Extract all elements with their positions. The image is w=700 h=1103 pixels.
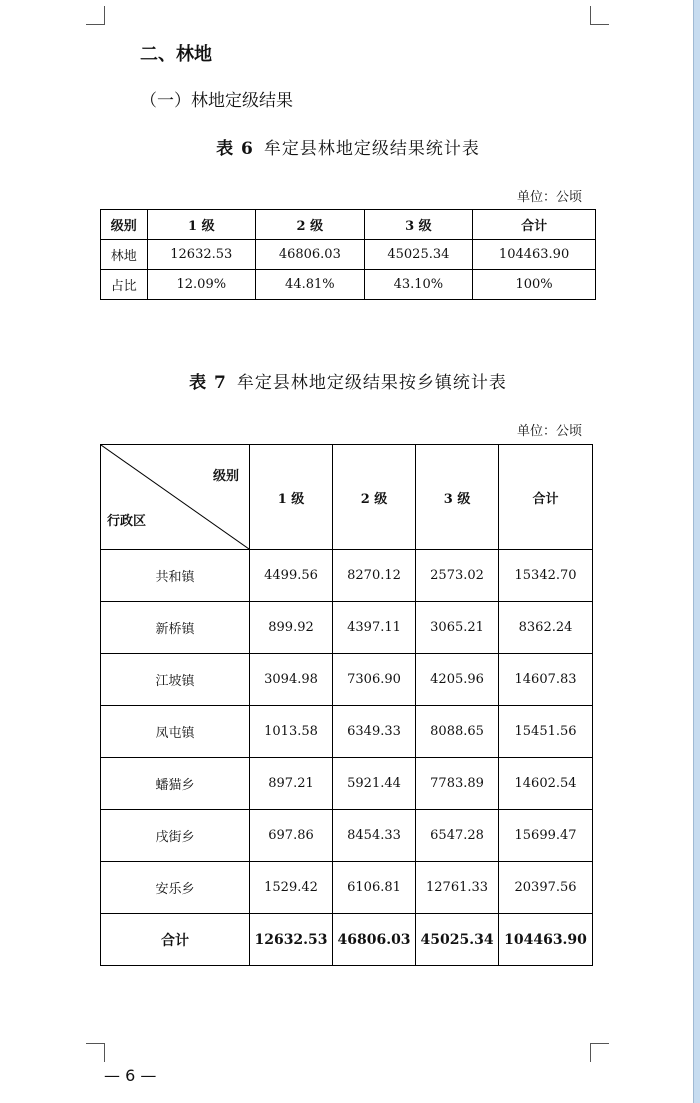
table7-caption-number: 表 7 [189, 373, 227, 393]
table-cell: 897.21 [250, 758, 333, 810]
table-row [101, 602, 593, 654]
table-cell: 8270.12 [333, 550, 416, 602]
table-cell: 12761.33 [416, 862, 499, 914]
table-cell: 104463.90 [499, 914, 593, 966]
crop-mark-bottom-right [590, 1043, 609, 1062]
table7-caption [100, 368, 596, 393]
table-cell: 8088.65 [416, 706, 499, 758]
table-row [101, 758, 593, 810]
table7-unit: 单位：公顷 [516, 424, 582, 439]
table-cell: 15342.70 [499, 550, 593, 602]
table-cell: 12632.53 [147, 240, 256, 270]
table7-header-cell: 合计 [499, 445, 593, 550]
table-cell: 占比 [101, 270, 148, 300]
table-cell: 8362.24 [499, 602, 593, 654]
subsection-title: （一）林地定级结果 [140, 91, 293, 111]
crop-mark-top-left [86, 6, 105, 25]
table7-total-row [101, 914, 593, 966]
table-row [101, 862, 593, 914]
table6 [100, 209, 596, 300]
table6-header-cell: 合计 [473, 210, 596, 240]
table-cell: 林地 [101, 240, 148, 270]
table-cell: 104463.90 [473, 240, 596, 270]
table-cell: 凤屯镇 [101, 706, 250, 758]
table-row [101, 550, 593, 602]
crop-mark-top-right [590, 6, 609, 25]
table-cell: 蟠猫乡 [101, 758, 250, 810]
table-cell: 46806.03 [256, 240, 365, 270]
table-cell: 6547.28 [416, 810, 499, 862]
table-row [101, 810, 593, 862]
section-title: 二、林地 [140, 44, 212, 65]
crop-mark-bottom-left [86, 1043, 105, 1062]
table-cell: 697.86 [250, 810, 333, 862]
table7-header-cell: 3 级 [416, 445, 499, 550]
table-cell: 合计 [101, 914, 250, 966]
table-cell: 1013.58 [250, 706, 333, 758]
table-cell: 8454.33 [333, 810, 416, 862]
table6-header-row [101, 210, 596, 240]
table-cell: 4397.11 [333, 602, 416, 654]
table-cell: 共和镇 [101, 550, 250, 602]
table-cell: 12.09% [147, 270, 256, 300]
table6-header-cell: 3 级 [364, 210, 473, 240]
table-cell: 1529.42 [250, 862, 333, 914]
table-cell: 新桥镇 [101, 602, 250, 654]
table-cell: 江坡镇 [101, 654, 250, 706]
table7-header-cell: 2 级 [333, 445, 416, 550]
table-cell: 戌街乡 [101, 810, 250, 862]
table-cell: 12632.53 [250, 914, 333, 966]
table7-corner-cell [101, 445, 250, 550]
scrollbar-edge[interactable] [693, 0, 700, 1103]
corner-row-label: 行政区 [107, 514, 147, 529]
table-cell: 15451.56 [499, 706, 593, 758]
table-cell: 899.92 [250, 602, 333, 654]
table-cell: 7783.89 [416, 758, 499, 810]
diagonal-line [101, 445, 249, 549]
table6-caption-text: 牟定县林地定级结果统计表 [263, 139, 480, 159]
table-row [101, 654, 593, 706]
table-cell: 100% [473, 270, 596, 300]
table7 [100, 444, 593, 966]
table-row [101, 240, 596, 270]
table-cell: 安乐乡 [101, 862, 250, 914]
table6-header-cell: 1 级 [147, 210, 256, 240]
table-cell: 7306.90 [333, 654, 416, 706]
table6-caption [100, 134, 596, 159]
table-cell: 4205.96 [416, 654, 499, 706]
table-cell: 5921.44 [333, 758, 416, 810]
page-number: — 6 — [104, 1066, 157, 1085]
table-cell: 46806.03 [333, 914, 416, 966]
table-cell: 3094.98 [250, 654, 333, 706]
table-cell: 45025.34 [416, 914, 499, 966]
table7-header-cell: 1 级 [250, 445, 333, 550]
table-cell: 4499.56 [250, 550, 333, 602]
table-cell: 2573.02 [416, 550, 499, 602]
table7-caption-text: 牟定县林地定级结果按乡镇统计表 [236, 373, 507, 393]
table6-caption-number: 表 6 [216, 139, 254, 159]
table6-header-cell: 级别 [101, 210, 148, 240]
table-cell: 15699.47 [499, 810, 593, 862]
table-cell: 14602.54 [499, 758, 593, 810]
table-row [101, 706, 593, 758]
table-cell: 43.10% [364, 270, 473, 300]
table-cell: 14607.83 [499, 654, 593, 706]
table6-header-cell: 2 级 [256, 210, 365, 240]
table-row [101, 270, 596, 300]
table-cell: 44.81% [256, 270, 365, 300]
table-cell: 3065.21 [416, 602, 499, 654]
table-cell: 6349.33 [333, 706, 416, 758]
table6-unit: 单位：公顷 [516, 190, 582, 205]
table-cell: 45025.34 [364, 240, 473, 270]
table-cell: 20397.56 [499, 862, 593, 914]
table-cell: 6106.81 [333, 862, 416, 914]
table7-header-row [101, 445, 593, 550]
corner-column-label: 级别 [212, 469, 239, 484]
